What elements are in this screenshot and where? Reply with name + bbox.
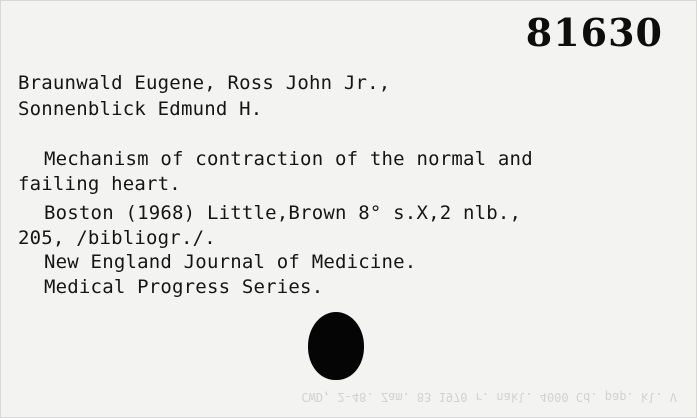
series-line-1: New England Journal of Medicine. <box>44 251 417 273</box>
authors-line-2: Sonnenblick Edmund H. <box>18 98 263 120</box>
publication-line-2: 205, /bibliogr./. <box>18 227 216 249</box>
authors-line-1: Braunwald Eugene, Ross John Jr., <box>18 72 391 94</box>
punch-hole <box>308 312 364 380</box>
title-line-1: Mechanism of contraction of the normal and <box>44 148 533 170</box>
title-line-2: failing heart. <box>18 173 181 195</box>
faded-footer-text: CWD, 2-48. Zam. 83 1970 r. nakl. 4000 Cd. pap. kl. V <box>301 390 677 404</box>
catalog-number: 81630 <box>525 10 663 55</box>
publication-line-1: Boston (1968) Little,Brown 8° s.X,2 nlb., <box>44 202 522 224</box>
series-line-2: Medical Progress Series. <box>44 276 324 298</box>
